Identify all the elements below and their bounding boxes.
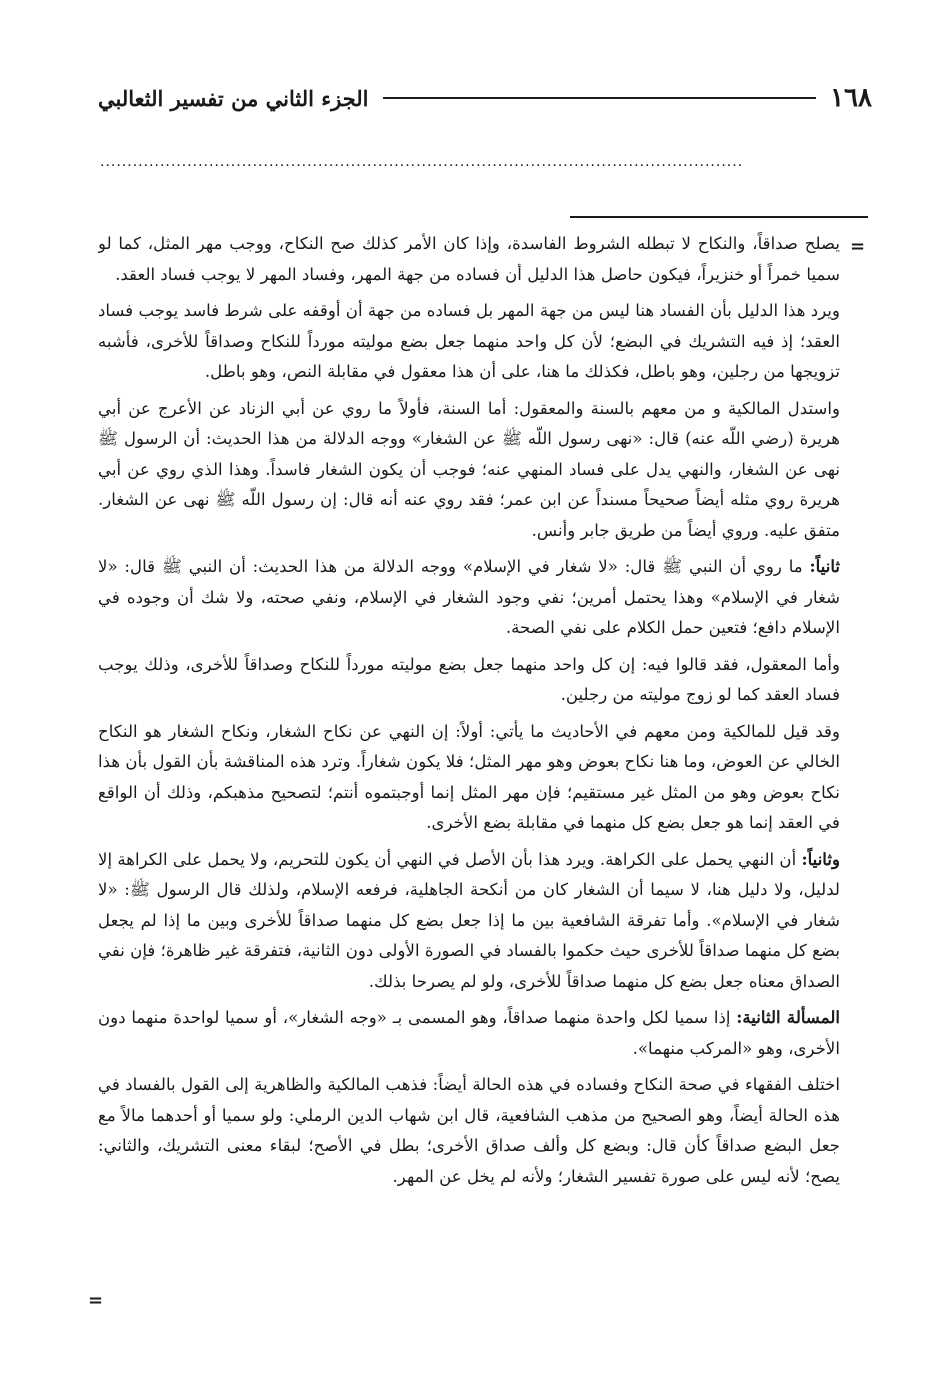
paragraph-text: وقد قيل للمالكية ومن معهم في الأحاديث ما يأتي: أولاً: إن النهي عن نكاح الشغار، ونكاح الشغار هو النكاح الخالي عن العوض، وما هنا نكاح بعوض وهو مهر المثل؛ فلا يكون شغاراً. وترد هذه المناقشة بأن القول بأن هذا نكاح بعوض وهو من المثل غير مستقيم؛ فإن مهر المثل إنما أوجبتموه أنتم؛ لتصحيح مذهبكم، وذلك أن الواقع في العقد إنما هو جعل بضع كل منهما في مقابلة بضع الأخرى. [98,721,840,832]
paragraph-text: ويرد هذا الدليل بأن الفساد هنا ليس من جهة المهر بل فساده من جهة أن أوقفه على شرط فاسد يوجب فساد العقد؛ إذ فيه التشريك في البضع؛ لأن كل واحد منهما جعل بضع موليته مورداً للنكاح وصداقاً للأخرى، فأشبه تزويجها من رجلين، وهو باطل، فكذلك ما هنا، على أن هذا معقول في مقابلة النص، وهو باطل. [98,301,840,381]
paragraph-text: وأما المعقول، فقد قالوا فيه: إن كل واحد منهما جعل بضع موليته مورداً للنكاح وصداقاً للأخرى، وذلك يوجب فساد العقد كما لو زوج موليته من رجلين. [98,654,840,704]
paragraph [98,1069,840,1192]
paragraph [98,228,840,290]
paragraph [98,393,840,547]
paragraph-lead: المسألة الثانية: [736,1007,840,1027]
page-number: ١٦٨ [830,83,872,113]
paragraph-text: واستدل المالكية و من معهم بالسنة والمعقول: أما السنة، فأولاً ما روي عن أبي الزناد عن الأعرج عن أبي هريرة (رضي اللّه عنه) قال: «نهى رسول اللّه ﷺ عن الشغار» ووجه الدلالة من هذا الحديث: أن الرسول ﷺ نهى عن الشغار، والنهي يدل على فساد المنهي عنه؛ فوجب أن يكون الشغار فاسداً. وهذا الذي روي عن أبي هريرة روي مثله أيضاً صحيحاً مسنداً عن ابن عمر؛ فقد روي عنه أنه قال: إن رسول اللّه ﷺ نهى عن الشغار. متفق عليه. وروي أيضاً من طريق جابر وأنس. [98,398,840,540]
footnote-body [98,228,840,1318]
paragraph [98,716,840,839]
paragraph [98,295,840,388]
paragraph [98,1002,840,1064]
running-title: الجزء الثاني من تفسير الثعالبي [98,85,369,111]
header-rule [383,97,817,99]
paragraph-text: إذا سميا لكل واحدة منهما صداقاً، وهو المسمى بـ «وجه الشغار»، أو سميا لواحدة منهما دون الأخرى، وهو «المركب منهما». [98,1008,840,1058]
paragraph [98,551,840,644]
continuation-mark-top: = [850,236,866,257]
footnote-rule [570,216,868,218]
paragraph-text: يصلح صداقاً، والنكاح لا تبطله الشروط الفاسدة، وإذا كان الأمر كذلك صح النكاح، ووجب مهر المثل، كما لو سميا خمراً أو خنزيراً، فيكون حاصل هذا الدليل أن فساده من جهة المهر، وفساد المهر لا يوجب فساد العقد. [98,234,840,284]
continuation-mark-bottom: = [88,1290,104,1311]
paragraph-lead: وثانياً: [801,848,840,869]
page-header [98,78,872,118]
paragraph-text: ما روي أن النبي ﷺ قال: «لا شغار في الإسلام» ووجه الدلالة من هذا الحديث: أن النبي ﷺ قال: «لا شغار في الإسلام» وهذا يحتمل أمرين؛ نفي وجود الشغار في الإسلام، ونفي صحته، ولا شك أن وجوده في الإسلام دافع؛ فتعين حمل الكلام على نفي الصحة. [98,557,840,637]
paragraph-text: أن النهي يحمل على الكراهة. ويرد هذا بأن الأصل في النهي أن يكون للتحريم، ولا يحمل على الكراهة إلا لدليل، ولا دليل هنا، لا سيما أن الشغار كان من أنكحة الجاهلية، فرفعه الإسلام، ولذلك قال الرسول ﷺ: «لا شغار في الإسلام». وأما تفرقة الشافعية بين ما إذا جعل بضع كل منهما صداقاً للأخرى وبين ما إذا لم يجعل بضع كل منهما صداقاً للأخرى حيث حكموا بالفساد في الصورة الأولى دون الثانية، فتفرقة غير ظاهرة؛ فإن نفي الصداق معناه جعل بضع كل منهما صداقاً للأخرى، ولو لم يصرحا بذلك. [98,849,840,991]
paragraph [98,844,840,998]
paragraph-text: اختلف الفقهاء في صحة النكاح وفساده في هذه الحالة أيضاً: فذهب المالكية والظاهرية إلى القول بالفساد في هذه الحالة أيضاً، وهو الصحيح من مذهب الشافعية، قال ابن شهاب الدين الرملي: ولو سميا أو أحدهما مالاً مع جعل البضع صداقاً كأن قال: وبضع كل وألف صداق الأخرى؛ بطل في الأصح؛ لبقاء معنى التشريك، والثاني: يصح؛ لأنه ليس على صورة تفسير الشغار؛ ولأنه لم يخل عن المهر. [98,1075,840,1186]
dotted-separator: ...................................................................................................................... [100,156,744,168]
paragraph-lead: ثانياً: [809,556,840,576]
paragraph [98,649,840,711]
